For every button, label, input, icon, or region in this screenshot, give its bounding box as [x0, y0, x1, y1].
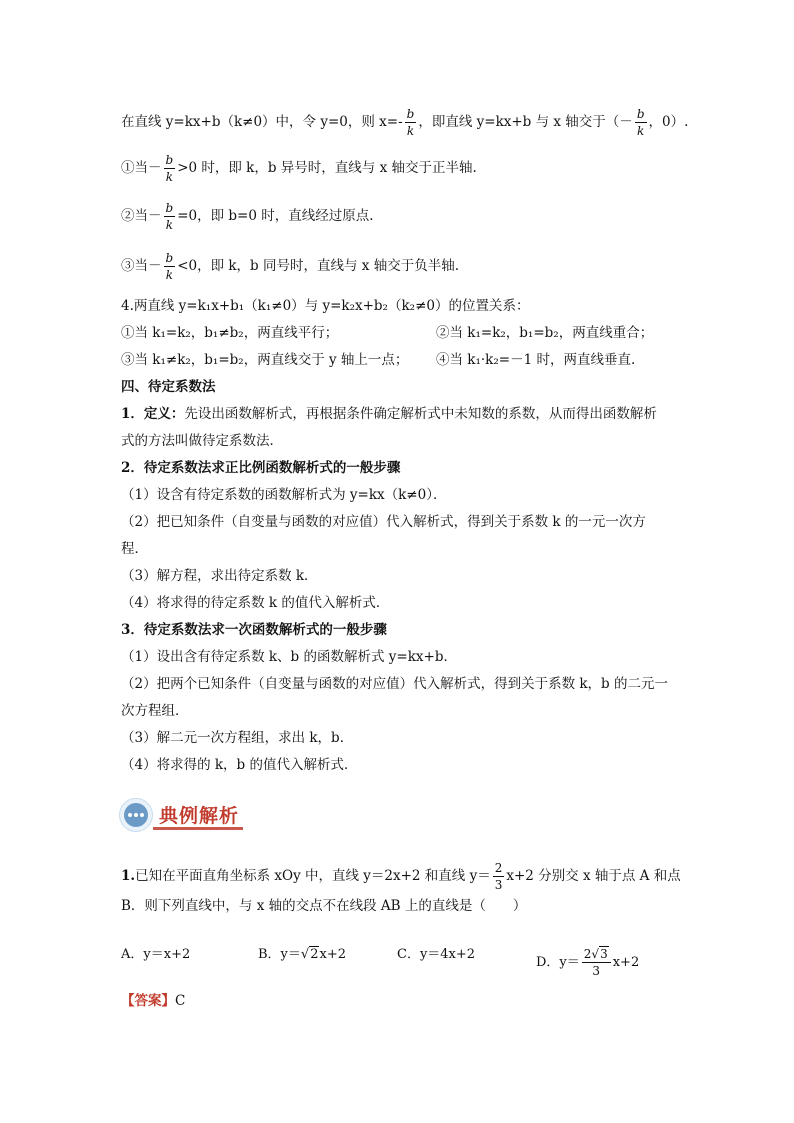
s2-step-2: （2）把已知条件（自变量与函数的对应值）代入解析式，得到关于系数 k 的一元一次方 [121, 514, 646, 530]
option-c: C．y＝4x+2 [397, 947, 476, 962]
s2-step-1: （1）设含有待定系数的函数解析式为 y=kx（k≠0）． [121, 487, 447, 503]
case-3: ③当－ $\frac{b}{k}$ <0，即 k，b 同号时，直线与 x 轴交于负半轴. [121, 251, 459, 282]
case-2: ②当－ $\frac{b}{k}$ =0，即 b=0 时，直线经过原点. [121, 201, 374, 232]
intro-text-1: 在直线 y=kx+b（k≠0）中，令 y=0，则 x=- [121, 114, 403, 130]
section4-title: 4.两直线 y=k₁x+b₁（k₁≠0）与 y=k₂x+b₂（k₂≠0）的位置关系： [121, 298, 530, 314]
s3-step-4: （4）将求得的 k，b 的值代入解析式． [121, 757, 358, 773]
badge-title: 典例解析 [159, 805, 240, 827]
definition-line-2: 式的方法叫做待定系数法． [121, 433, 283, 449]
question-line-1: 1.已知在平面直角坐标系 xOy 中，直线 y＝2x+2 和直线 y＝ $\frac{2}{3}$ x+2 分别交 x 轴于点 A 和点 [121, 861, 681, 892]
s3-title: 3．待定系数法求一次函数解析式的一般步骤 [121, 622, 387, 638]
s2-step-2-cont: 程． [121, 541, 148, 557]
option-b: B．y＝√2x+2 [258, 947, 346, 962]
question-line-2: B．则下列直线中，与 x 轴的交点不在线段 AB 上的直线是（ ） [121, 898, 527, 914]
s3-step-1: （1）设出含有待定系数 k、b 的函数解析式 y=kx+b． [121, 649, 457, 665]
s3-step-2: （2）把两个已知条件（自变量与函数的对应值）代入解析式，得到关于系数 k，b 的二元一 [121, 676, 668, 692]
section4-item-4: ④当 k₁·k₂=－1 时，两直线垂直. [436, 352, 636, 368]
part4-heading: 四、待定系数法 [121, 379, 216, 395]
option-d: D．y＝ $\frac{2√3}{3}$ x+2 [536, 947, 640, 978]
section4-item-2: ②当 k₁=k₂，b₁=b₂，两直线重合； [436, 325, 654, 341]
sqrt-2: √2 [300, 947, 319, 962]
intro-text-3: ，0）. [648, 114, 689, 130]
fraction-2sqrt3-over-3: $\frac{2√3}{3}$ [582, 946, 611, 979]
s2-step-3: （3）解方程，求出待定系数 k． [121, 568, 318, 584]
fraction-2-over-3: $\frac{2}{3}$ [494, 861, 503, 892]
section4-item-1: ①当 k₁=k₂，b₁≠b₂，两直线平行； [121, 325, 339, 341]
fraction-b-over-k: $\frac{b}{k}$ [165, 201, 174, 232]
intro-line [121, 106, 688, 139]
example-section-badge [119, 797, 245, 833]
intro-text-2: ，即直线 y=kx+b 与 x 轴交于（－ [418, 114, 633, 130]
fraction-b-over-k-2: $\frac{b}{k}$ [636, 107, 645, 138]
case-1: ①当－ $\frac{b}{k}$ >0 时，即 k，b 异号时，直线与 x 轴交于正半轴. [121, 153, 477, 184]
answer-line: 【答案】C [121, 993, 186, 1009]
s2-title: 2．待定系数法求正比例函数解析式的一般步骤 [121, 460, 401, 476]
s2-step-4: （4）将求得的待定系数 k 的值代入解析式． [121, 595, 390, 611]
section4-item-3: ③当 k₁≠k₂，b₁=b₂，两直线交于 y 轴上一点； [121, 352, 409, 368]
definition-line-1: 1．定义：先设出函数解析式，再根据条件确定解析式中未知数的系数，从而得出函数解析 [121, 406, 657, 422]
s3-step-2-cont: 次方程组． [121, 703, 189, 719]
fraction-b-over-k: $\frac{b}{k}$ [406, 107, 415, 138]
fraction-b-over-k: $\frac{b}{k}$ [165, 153, 174, 184]
option-a: A．y＝x+2 [121, 947, 191, 962]
s3-step-3: （3）解二元一次方程组，求出 k，b． [121, 730, 354, 746]
ellipsis-icon [119, 798, 153, 832]
fraction-b-over-k: $\frac{b}{k}$ [165, 251, 174, 282]
badge-underline [153, 827, 243, 830]
